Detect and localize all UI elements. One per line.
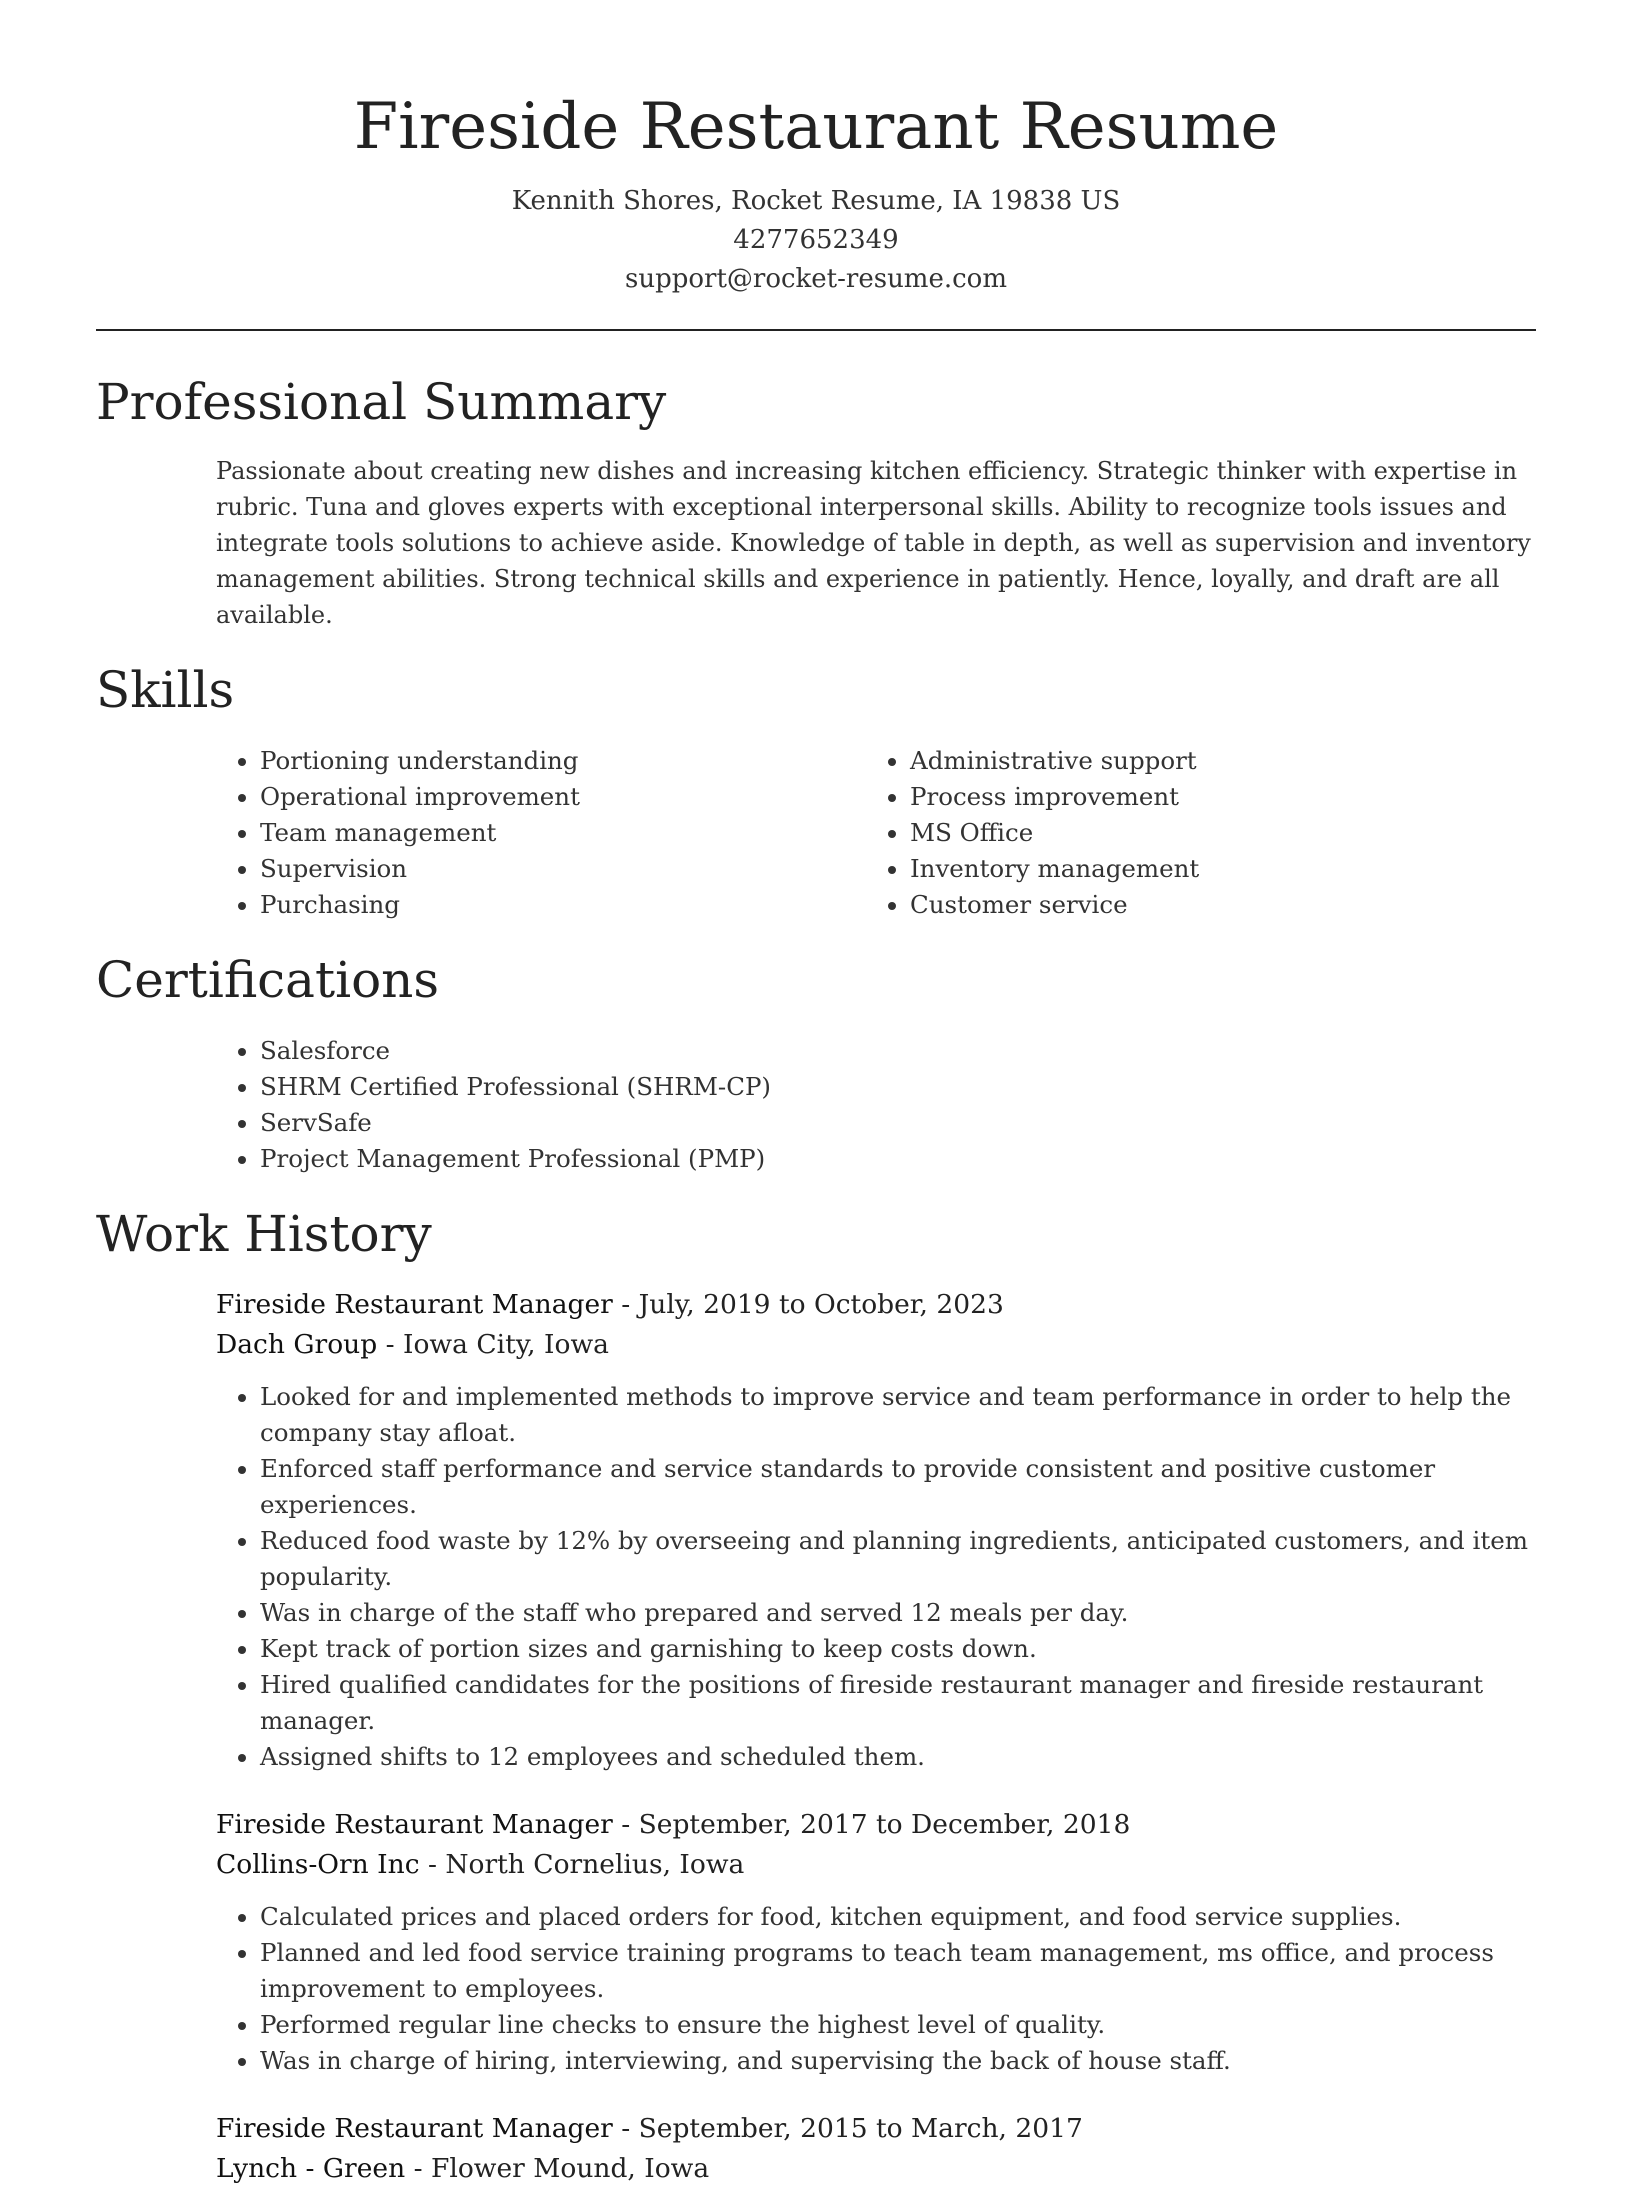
job-bullet: • Planned and led food service training programs to teach team management, ms office, and process improvement to employees. — [260, 1935, 1536, 2007]
skill-item: • Administrative support — [910, 743, 1516, 779]
job-entry — [216, 1805, 1536, 2079]
resume-title: Fireside Restaurant Resume — [353, 90, 1279, 164]
certification-item: • ServSafe — [260, 1105, 1536, 1141]
job-bullet: • Was in charge of the staff who prepared and served 12 meals per day. — [260, 1595, 1536, 1631]
job-role: Fireside Restaurant Manager — [216, 1289, 613, 1320]
certification-item: • Project Management Professional (PMP) — [260, 1141, 1536, 1177]
skills-heading: Skills — [96, 661, 235, 719]
contact-address: Kennith Shores, Rocket Resume, IA 19838 US — [511, 186, 1121, 216]
job-dates: - July, 2019 to October, 2023 — [612, 1289, 1004, 1320]
skill-item: • Process improvement — [910, 779, 1516, 815]
summary-heading: Professional Summary — [96, 373, 667, 431]
job-company: Lynch - Green — [216, 2153, 406, 2184]
skill-item: • Supervision — [260, 851, 866, 887]
skills-column-right — [866, 743, 1516, 923]
job-dates: - September, 2017 to December, 2018 — [612, 1809, 1131, 1840]
job-company-line — [216, 2149, 1536, 2189]
job-location: - Flower Mound, Iowa — [405, 2153, 710, 2184]
job-company-line — [216, 1845, 1536, 1885]
skill-item: • Inventory management — [910, 851, 1516, 887]
job-bullet: • Assigned shifts to 12 employees and scheduled them. — [260, 1739, 1536, 1775]
job-dates: - September, 2015 to March, 2017 — [612, 2113, 1083, 2144]
job-bullet: • Hired qualified candidates for the positions of fireside restaurant manager and fireside restaurant manager. — [260, 1667, 1536, 1739]
skill-item: • Team management — [260, 815, 866, 851]
certifications-heading: Certifications — [96, 951, 440, 1009]
summary-text: Passionate about creating new dishes and increasing kitchen efficiency. Strategic thinker with expertise in rubric. Tuna and gloves experts with exceptional interpersonal skills. Ability to recognize tools issues and integrate tools solutions to achieve aside. Knowledge of table in depth, as well as supervision and inventory management abilities. Strong technical skills and experience in patiently. Hence, loyally, and draft are all available. — [216, 457, 1531, 629]
skills-left-list — [216, 743, 866, 923]
contact-phone: 4277652349 — [733, 225, 899, 255]
skills-column-left — [216, 743, 866, 923]
job-title-line — [216, 1805, 1536, 1845]
certification-item: • SHRM Certified Professional (SHRM-CP) — [260, 1069, 1536, 1105]
job-title-line — [216, 2109, 1536, 2149]
job-company: Dach Group — [216, 1329, 378, 1360]
job-bullet: • Was in charge of hiring, interviewing, and supervising the back of house staff. — [260, 2043, 1536, 2079]
job-title-line — [216, 1285, 1536, 1325]
job-bullet: • Reduced food waste by 12% by overseeing and planning ingredients, anticipated customers, and item popularity. — [260, 1523, 1536, 1595]
skill-item: • Portioning understanding — [260, 743, 866, 779]
skill-item: • MS Office — [910, 815, 1516, 851]
work-history-heading: Work History — [96, 1205, 432, 1263]
job-bullet: • Kept track of portion sizes and garnishing to keep costs down. — [260, 1631, 1536, 1667]
resume-page — [96, 0, 1536, 2203]
contact-email: support@rocket-resume.com — [624, 264, 1007, 294]
certifications-bullets — [216, 1033, 1536, 1177]
skill-item: • Purchasing — [260, 887, 866, 923]
certification-item: • Salesforce — [260, 1033, 1536, 1069]
skill-item: • Customer service — [910, 887, 1516, 923]
job-bullet: • Enforced staff performance and service standards to provide consistent and positive customer experiences. — [260, 1451, 1536, 1523]
job-bullet: • Calculated prices and placed orders for food, kitchen equipment, and food service supplies. — [260, 1899, 1536, 1935]
job-location: - North Cornelius, Iowa — [419, 1849, 745, 1880]
skills-list — [216, 743, 1536, 923]
certifications-list — [216, 1033, 1536, 1177]
skill-item: • Operational improvement — [260, 779, 866, 815]
job-bullets — [96, 1379, 1536, 1775]
job-bullet: • Performed regular line checks to ensure the highest level of quality. — [260, 2007, 1536, 2043]
job-bullets — [96, 1899, 1536, 2079]
resume-header — [96, 0, 1536, 299]
contact-block — [96, 182, 1536, 299]
skills-right-list — [866, 743, 1516, 923]
job-entry — [216, 1285, 1536, 1775]
job-role: Fireside Restaurant Manager — [216, 2113, 613, 2144]
job-entry — [216, 2109, 1536, 2189]
job-role: Fireside Restaurant Manager — [216, 1809, 613, 1840]
job-company: Collins-Orn Inc — [216, 1849, 420, 1880]
job-company-line — [216, 1325, 1536, 1365]
header-divider — [96, 329, 1536, 331]
job-location: - Iowa City, Iowa — [377, 1329, 609, 1360]
job-bullet: • Looked for and implemented methods to improve service and team performance in order to help the company stay afloat. — [260, 1379, 1536, 1451]
